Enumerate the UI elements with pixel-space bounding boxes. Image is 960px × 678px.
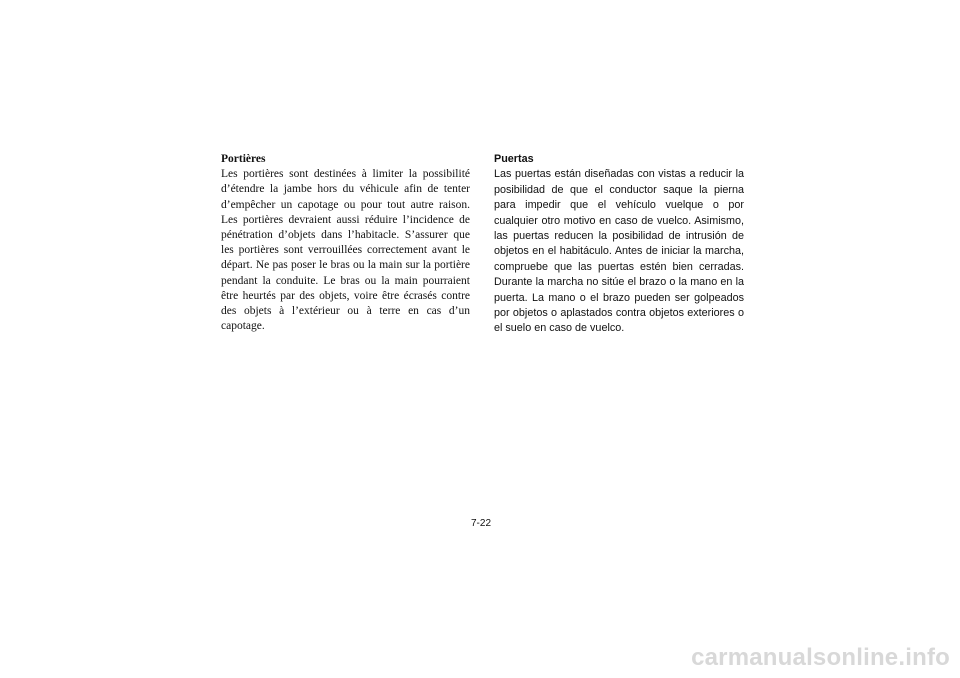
french-heading: Portières bbox=[221, 153, 266, 165]
page-number: 7-22 bbox=[470, 518, 491, 529]
french-body-text: Les portières sont destinées à limiter la possibilité d’étendre la jambe hors du véhicule afin de tenter d’empêcher un capotage ou pour tout autre raison. Les portières devraient aussi réduire l’incidence de pénétration d’objets dans l’habitacle. S’assurer que les portières sont verrouillées correctement avant le départ. Ne pas poser le bras ou la main sur la portière pendant la conduite. Le bras ou la main pourraient être heurtés par des objets, voire être écrasés contre des objets à l’extérieur ou à terre en cas d’un capotage. bbox=[221, 168, 470, 333]
spanish-section bbox=[494, 152, 744, 337]
watermark: carmanualsonline.info bbox=[691, 644, 950, 671]
french-section bbox=[221, 152, 470, 334]
spanish-heading: Puertas bbox=[494, 153, 534, 165]
spanish-body-text: Las puertas están diseñadas con vistas a reducir la posibilidad de que el conductor saque la pierna para impedir que el vehículo vuelque o por cualquier otro motivo en caso de vuelco. Asimismo, las puertas reducen la posibilidad de intrusión de objetos en el habitáculo. Antes de iniciar la marcha, compruebe que las puertas estén bien cerradas. Durante la marcha no sitúe el brazo o la mano en la puerta. La mano o el brazo pueden ser golpeados por objetos o aplastados contra objetos exteriores o el suelo en caso de vuelco. bbox=[494, 168, 744, 335]
